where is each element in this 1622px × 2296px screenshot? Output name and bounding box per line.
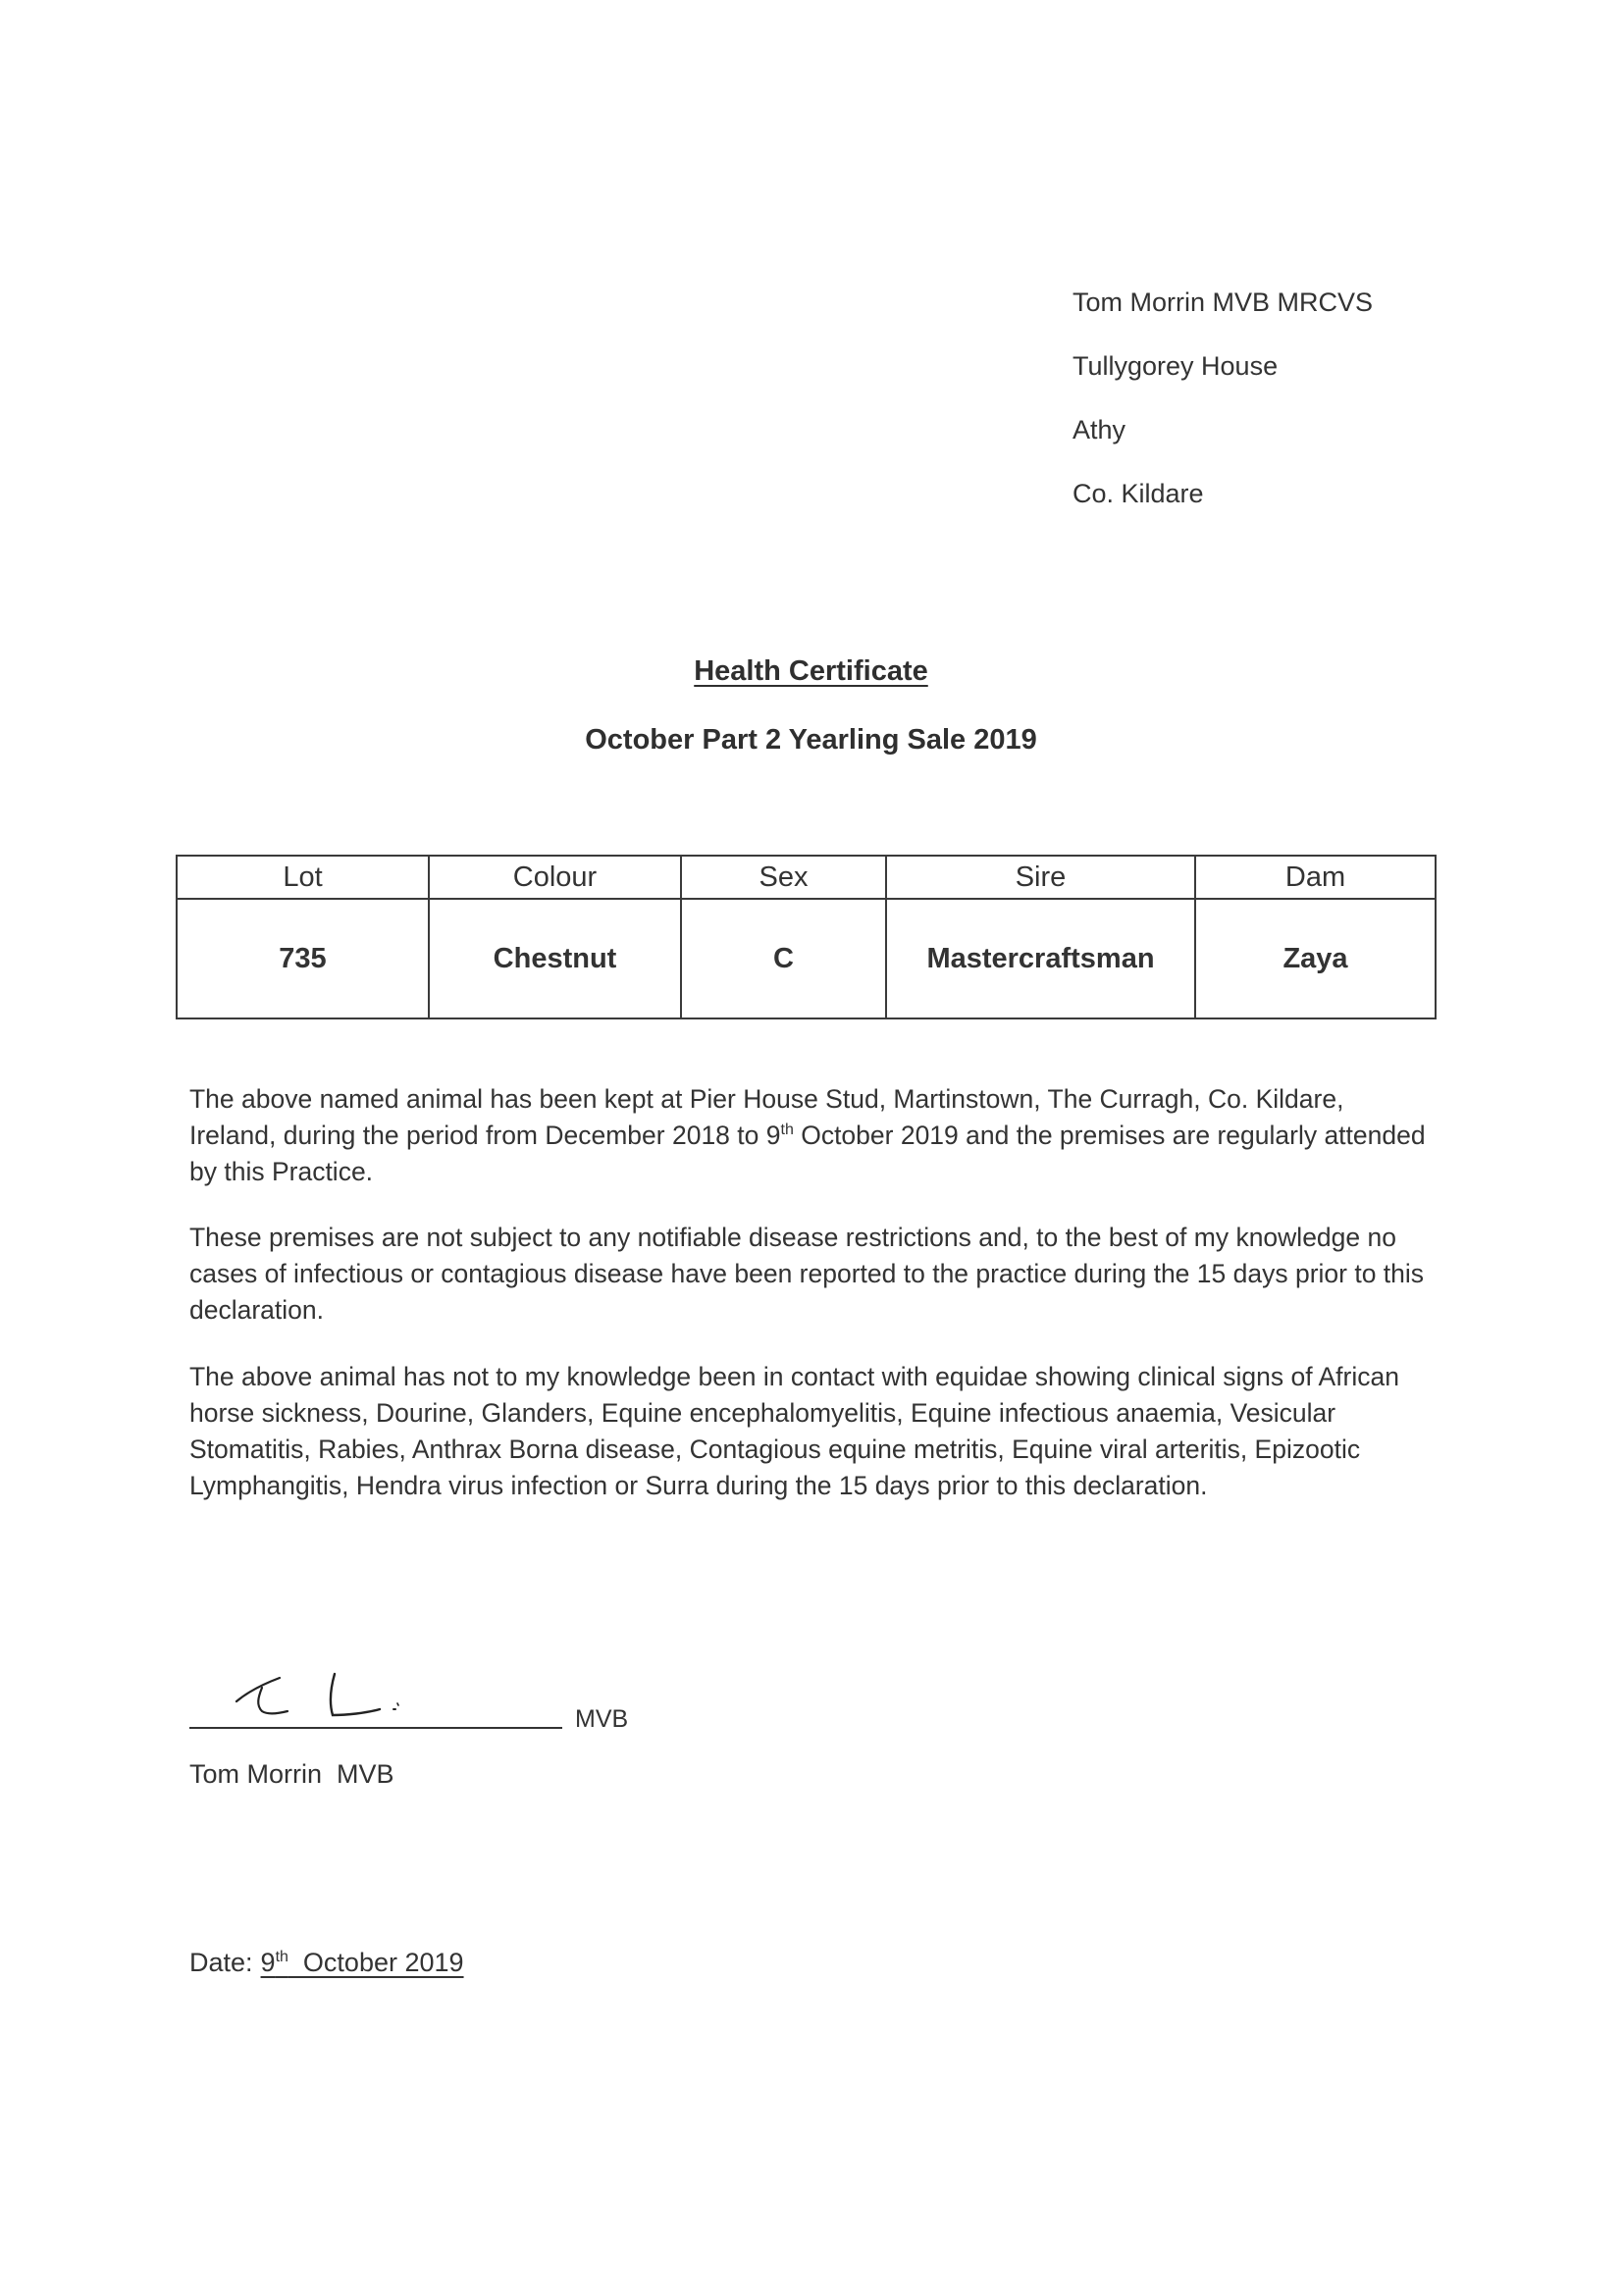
date-label: Date: — [189, 1948, 253, 1977]
sender-address-line-2: Athy — [1073, 415, 1126, 444]
header-sex: Sex — [681, 856, 886, 899]
signer-name: Tom Morrin MVB — [189, 1759, 394, 1789]
paragraph-premises — [189, 1081, 1436, 1190]
paragraph-disease-restrictions: These premises are not subject to any notifiable disease restrictions and, to the best of my knowledge no cases of infectious or contagious disease have been reported to the practice during the 15 days prior to this declaration. — [189, 1223, 1425, 1325]
handwritten-signature — [229, 1658, 445, 1727]
header-colour: Colour — [429, 856, 681, 899]
paragraph-premises-superscript: th — [780, 1122, 794, 1139]
paragraph-premises-part-1: The above named animal has been kept at Pier House Stud, Martinstown, The Curragh, Co. Kildare, Ireland, during the period from December 2018 to 9 — [189, 1084, 1344, 1150]
date-day: 9 — [260, 1948, 276, 1977]
table-header-row — [177, 856, 1436, 899]
certificate-date — [189, 1948, 464, 1978]
lot-table — [176, 855, 1437, 1019]
sender-name: Tom Morrin MVB MRCVS — [1073, 287, 1374, 317]
header-dam: Dam — [1195, 856, 1436, 899]
certificate-title: Health Certificate — [694, 655, 928, 687]
signature-block — [189, 1658, 660, 1732]
date-value — [261, 1948, 464, 1977]
cell-sire: Mastercraftsman — [886, 899, 1195, 1018]
date-month-year: October 2019 — [288, 1948, 464, 1977]
cell-sex: C — [681, 899, 886, 1018]
cell-colour: Chestnut — [429, 899, 681, 1018]
header-sire: Sire — [886, 856, 1195, 899]
cell-lot: 735 — [177, 899, 429, 1018]
certificate-subtitle: October Part 2 Yearling Sale 2019 — [585, 724, 1037, 756]
signature-line — [189, 1727, 562, 1729]
signature-suffix: MVB — [575, 1705, 629, 1733]
paragraph-equidae-contact: The above animal has not to my knowledge been in contact with equidae showing clinical signs of African horse sickness, Dourine, Glanders, Equine encephalomyelitis, Equine infectious anaemia, Vesicular Stomatitis, Rabies, Anthrax Borna disease, Contagious equine metritis, Equine viral arteritis, Epizootic Lymphangitis, Hendra virus infection or Surra during the 15 days prior to this declaration. — [189, 1362, 1399, 1500]
header-lot: Lot — [177, 856, 429, 899]
cell-dam: Zaya — [1195, 899, 1436, 1018]
paragraph-premises-part-2: October 2019 and the premises are regularly attended by this Practice. — [189, 1121, 1426, 1186]
sender-address-line-1: Tullygorey House — [1073, 351, 1279, 381]
date-day-superscript: th — [275, 1949, 288, 1965]
sender-address-line-3: Co. Kildare — [1073, 479, 1204, 508]
table-row — [177, 899, 1436, 1018]
sender-address — [1073, 271, 1373, 526]
